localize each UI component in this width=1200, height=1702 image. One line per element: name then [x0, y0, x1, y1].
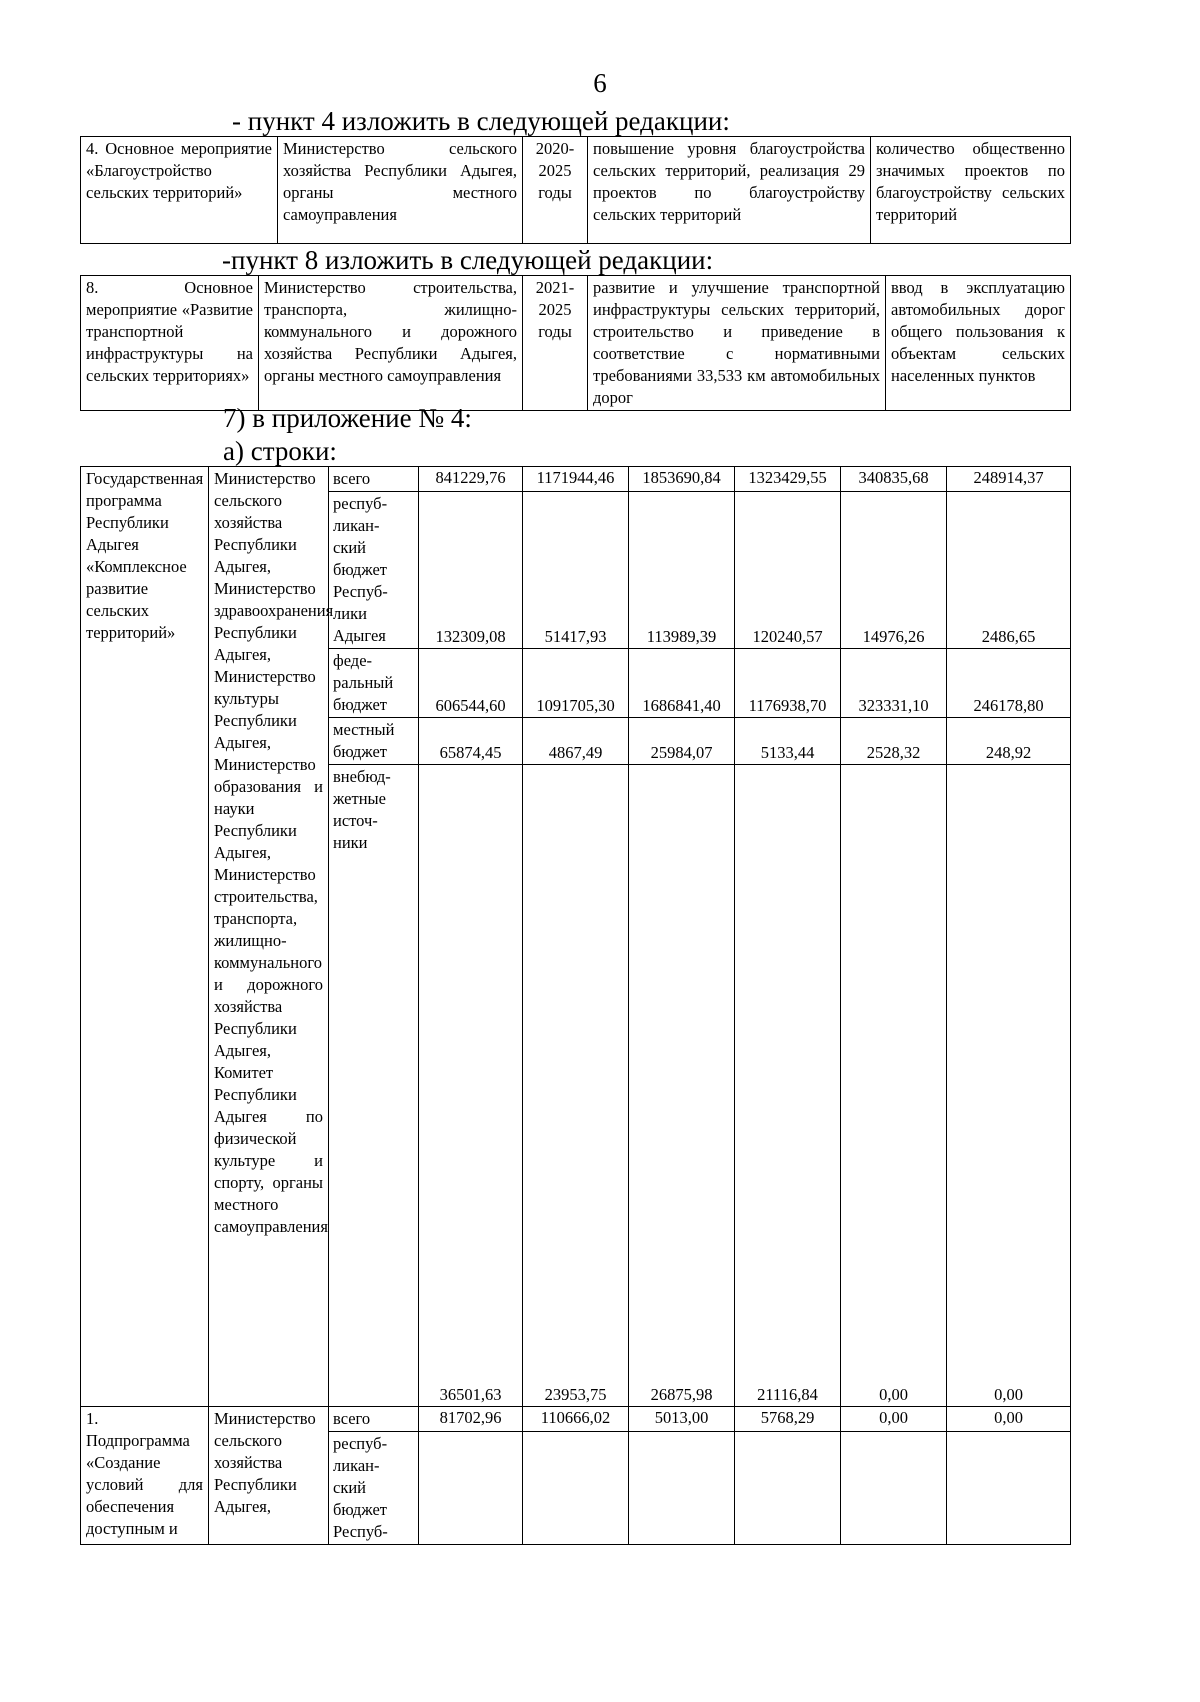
appendix-subheading: а) строки:: [223, 436, 337, 466]
row-label: местный бюджет: [329, 718, 419, 765]
value-cell: 0,00: [841, 765, 947, 1407]
value-cell: 132309,08: [419, 492, 523, 649]
value-cell: 1853690,84: [629, 467, 735, 492]
value-cell: 1176938,70: [735, 649, 841, 718]
value-cell: 246178,80: [947, 649, 1071, 718]
section-4-table: [80, 136, 1071, 244]
value-cell: 81702,96: [419, 1407, 523, 1432]
measure-result: развитие и улучшение транспортной инфраструктуры сельских территорий, строительство и приведение в соответствие с нормативными требованиями 33,533 км автомобильных дорог: [588, 276, 886, 411]
value-cell: 36501,63: [419, 765, 523, 1407]
value-cell: 841229,76: [419, 467, 523, 492]
value-cell: [419, 1432, 523, 1545]
measure-period: 2020- 2025 годы: [523, 137, 588, 244]
value-cell: 0,00: [947, 1407, 1071, 1432]
value-cell: 14976,26: [841, 492, 947, 649]
row-label: феде- ральный бюджет: [329, 649, 419, 718]
value-cell: 323331,10: [841, 649, 947, 718]
program-executors: Министерство сельского хозяйства Республики Адыгея, Министерство здравоохранения Республики Адыгея, Министерство культуры Республики Адыгея, Министерство образования и науки Республики Адыгея, Министерство строительства, транспорта, жилищно-коммунального и дорожного хозяйства Республики Адыгея, Комитет Республики Адыгея по физической культуре и спорту, органы местного самоуправления: [209, 467, 329, 1407]
program-name: Государственная программа Республики Адыгея «Комплексное развитие сельских территорий»: [81, 467, 209, 1407]
value-cell: [841, 1432, 947, 1545]
value-cell: [735, 1432, 841, 1545]
value-cell: 340835,68: [841, 467, 947, 492]
table-row: [81, 1407, 1071, 1432]
appendix-heading: 7) в приложение № 4:: [223, 403, 472, 433]
value-cell: 606544,60: [419, 649, 523, 718]
section-8-heading: -пункт 8 изложить в следующей редакции:: [222, 245, 714, 275]
measure-executor: Министерство сельского хозяйства Республики Адыгея, органы местного самоуправления: [278, 137, 523, 244]
value-cell: 1323429,55: [735, 467, 841, 492]
section-4-heading: - пункт 4 изложить в следующей редакции:: [232, 106, 730, 136]
value-cell: 25984,07: [629, 718, 735, 765]
value-cell: 5133,44: [735, 718, 841, 765]
section-8-table: [80, 275, 1071, 411]
value-cell: 65874,45: [419, 718, 523, 765]
value-cell: 0,00: [841, 1407, 947, 1432]
table-row: [81, 276, 1071, 411]
table-row: [81, 137, 1071, 244]
value-cell: 1171944,46: [523, 467, 629, 492]
measure-indicator: количество общественно значимых проектов по благоустройству сельских территорий: [871, 137, 1071, 244]
measure-indicator: ввод в эксплуатацию автомобильных дорог общего пользования к объектам сельских населенных пунктов: [886, 276, 1071, 411]
value-cell: 248914,37: [947, 467, 1071, 492]
value-cell: 0,00: [947, 765, 1071, 1407]
row-label: всего: [329, 467, 419, 492]
measure-result: повышение уровня благоустройства сельских территорий, реализация 29 проектов по благоустройству сельских территорий: [588, 137, 871, 244]
value-cell: 5768,29: [735, 1407, 841, 1432]
value-cell: 4867,49: [523, 718, 629, 765]
value-cell: 26875,98: [629, 765, 735, 1407]
value-cell: 23953,75: [523, 765, 629, 1407]
value-cell: 1686841,40: [629, 649, 735, 718]
measure-period: 2021- 2025 годы: [523, 276, 588, 411]
value-cell: [947, 1432, 1071, 1545]
row-label: респуб- ликан- ский бюджет Респуб- лики Адыгея: [329, 492, 419, 649]
value-cell: 5013,00: [629, 1407, 735, 1432]
financing-table: [80, 466, 1071, 1545]
value-cell: 21116,84: [735, 765, 841, 1407]
value-cell: 120240,57: [735, 492, 841, 649]
row-label: респуб- ликан- ский бюджет Респуб-: [329, 1432, 419, 1545]
measure-executor: Министерство строительства, транспорта, жилищно-коммунального и дорожного хозяйства Республики Адыгея, органы местного самоуправления: [259, 276, 523, 411]
row-label: всего: [329, 1407, 419, 1432]
subprogram-executors: Министерство сельского хозяйства Республики Адыгея,: [209, 1407, 329, 1545]
value-cell: 113989,39: [629, 492, 735, 649]
subprogram-name: 1. Подпрограмма «Создание условий для обеспечения доступным и: [81, 1407, 209, 1545]
value-cell: 1091705,30: [523, 649, 629, 718]
value-cell: 248,92: [947, 718, 1071, 765]
value-cell: 110666,02: [523, 1407, 629, 1432]
value-cell: [629, 1432, 735, 1545]
measure-name: 4. Основное мероприятие «Благоустройство сельских территорий»: [81, 137, 278, 244]
row-label: внебюд- жетные источ- ники: [329, 765, 419, 1407]
measure-name: 8. Основное мероприятие «Развитие транспортной инфраструктуры на сельских территориях»: [81, 276, 259, 411]
value-cell: 51417,93: [523, 492, 629, 649]
page-number: 6: [593, 68, 607, 98]
table-row: [81, 467, 1071, 492]
value-cell: 2528,32: [841, 718, 947, 765]
value-cell: [523, 1432, 629, 1545]
value-cell: 2486,65: [947, 492, 1071, 649]
